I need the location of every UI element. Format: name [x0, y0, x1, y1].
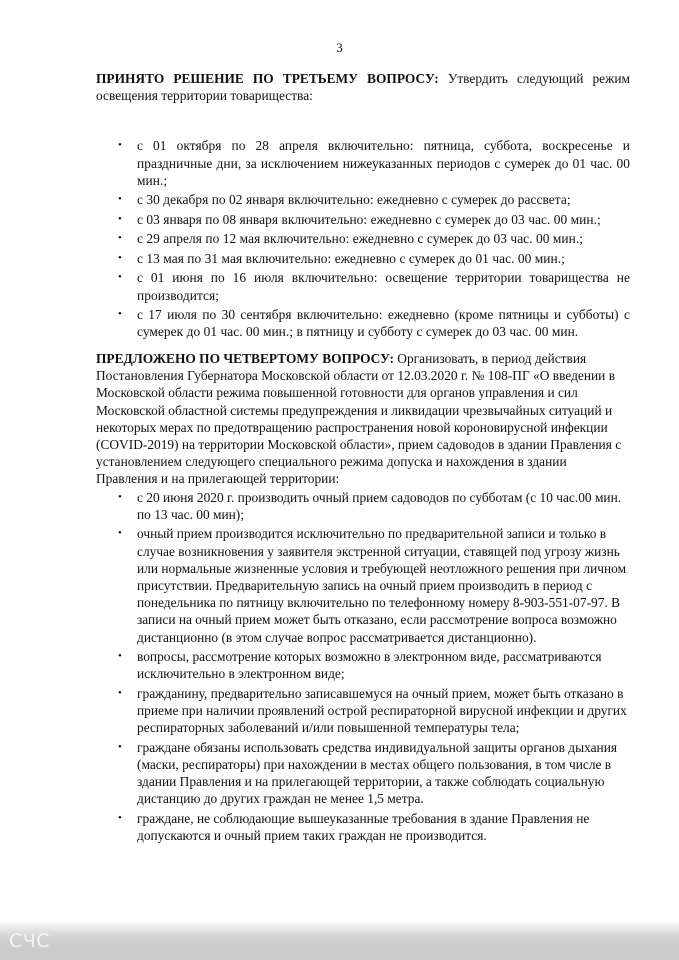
bullet-icon: •: [118, 811, 122, 824]
list-item-text: с 01 июня по 16 июля включительно: освещение территории товарищества не производится;: [137, 270, 630, 303]
list-item-text: с 30 декабря по 02 января включительно: ежедневно с сумерек до рассвета;: [137, 192, 571, 208]
list-item: [96, 525, 630, 645]
lighting-schedule-list: [96, 137, 630, 340]
section-fourth-text: Организовать, в период действия Постановления Губернатора Московской области от 12.03.2020 г. № 108-ПГ «О введении в Московской области режима повышенной готовности для органов управления и сил Московской областной системы предупреждения и ликвидации чрезвычайных ситуаций и некоторых мерах по предотвращению распространения новой короновирусной инфекции (COVID-2019) на территории Московской области», прием садоводов в здании Правления с установлением следующего специального режима допуска и нахождения в здании Правления и на прилегающей территории:: [96, 351, 622, 487]
section-third-heading: ПРИНЯТО РЕШЕНИЕ ПО ТРЕТЬЕМУ ВОПРОСУ:: [96, 71, 439, 86]
section-third-question: [96, 70, 630, 343]
bullet-icon: •: [118, 527, 122, 540]
bullet-icon: •: [118, 686, 122, 699]
list-item-text: с 03 января по 08 января включительно: ежедневно с сумерек до 03 час. 00 мин.;: [137, 211, 601, 227]
list-item: [96, 269, 630, 303]
watermark-logo: СЧС: [9, 930, 51, 952]
page-number: 3: [336, 40, 343, 55]
list-item: [96, 489, 630, 523]
list-item-text: граждане обязаны использовать средства индивидуальной защиты органов дыхания (маски, респираторы) при нахождении в местах общего пользования, в том числе в здании Правления и на прилегающей территории, а также соблюдать социальную дистанцию до других граждан не менее 1,5 метра.: [137, 739, 618, 807]
list-item: [96, 648, 630, 682]
bullet-icon: •: [118, 490, 122, 503]
section-third-text: Утвердить следующий режим освещения территории товарищества:: [96, 71, 631, 104]
section-third-paragraph: [96, 70, 630, 104]
list-item: [96, 211, 630, 228]
list-item-text: очный прием производится исключительно по предварительной записи и только в случае возникновения у заявителя экстренной ситуации, ставящей под угрозу жизнь или нормальные жизненные условия и требующей неотложного решения при личном присутствии. Предварительную запись на очный прием производить в период с понедельника по пятницу включительно по телефонному номеру 8-903-551-07-97. В записи на очный прием может быть отказано, если рассмотрение вопроса возможно дистанционно (в этом случае вопрос рассматривается дистанционно).: [137, 526, 627, 645]
bullet-icon: •: [118, 251, 122, 264]
bullet-icon: •: [118, 650, 122, 663]
bullet-icon: •: [118, 308, 122, 321]
visitor-rules-list: [96, 489, 630, 845]
watermark-band: [0, 920, 679, 960]
list-item: [96, 137, 630, 189]
bullet-icon: •: [118, 232, 122, 245]
section-fourth-question: [96, 350, 630, 846]
list-item: [96, 685, 630, 737]
bullet-icon: •: [118, 740, 122, 753]
bullet-icon: •: [118, 139, 122, 152]
list-item-text: гражданину, предварительно записавшемуся на очный прием, может быть отказано в приеме при наличии проявлений острой респираторной вирусной инфекции и других респираторных заболеваний и/или повышенной температуры тела;: [137, 685, 627, 736]
list-item: [96, 810, 630, 844]
list-item-text: граждане, не соблюдающие вышеуказанные требования в здание Правления не допускаются и очный прием таких граждан не производится.: [137, 810, 590, 843]
bullet-icon: •: [118, 212, 122, 225]
section-fourth-paragraph: [96, 350, 630, 488]
list-item-text: с 17 июля по 30 сентября включительно: ежедневно (кроме пятницы и субботы) с сумерек до 01 час. 00 мин.; в пятницу и субботу с сумерек до 03 час. 00 мин.: [137, 307, 630, 340]
section-fourth-heading: ПРЕДЛОЖЕНО ПО ЧЕТВЕРТОМУ ВОПРОСУ:: [96, 351, 394, 366]
list-item: [96, 306, 630, 340]
list-item: [96, 230, 630, 247]
list-item: [96, 250, 630, 267]
list-item-text: с 13 мая по 31 мая включительно: ежедневно с сумерек до 01 час. 00 мин.;: [137, 250, 565, 266]
list-item-text: с 01 октября по 28 апреля включительно: пятница, суббота, воскресенье и праздничные дни, за исключением нижеуказанных периодов с сумерек до 01 час. 00 мин.;: [137, 138, 630, 188]
bullet-icon: •: [118, 271, 122, 284]
list-item-text: с 20 июня 2020 г. производить очный прием садоводов по субботам (с 10 час.00 мин. по 13 час. 00 мин);: [137, 489, 622, 522]
list-item-text: вопросы, рассмотрение которых возможно в электронном виде, рассматриваются исключительно в электронном виде;: [137, 649, 602, 682]
list-item-text: с 29 апреля по 12 мая включительно: ежедневно с сумерек до 03 час. 00 мин.;: [137, 231, 583, 247]
list-item: [96, 739, 630, 808]
list-item: [96, 191, 630, 208]
bullet-icon: •: [118, 193, 122, 206]
